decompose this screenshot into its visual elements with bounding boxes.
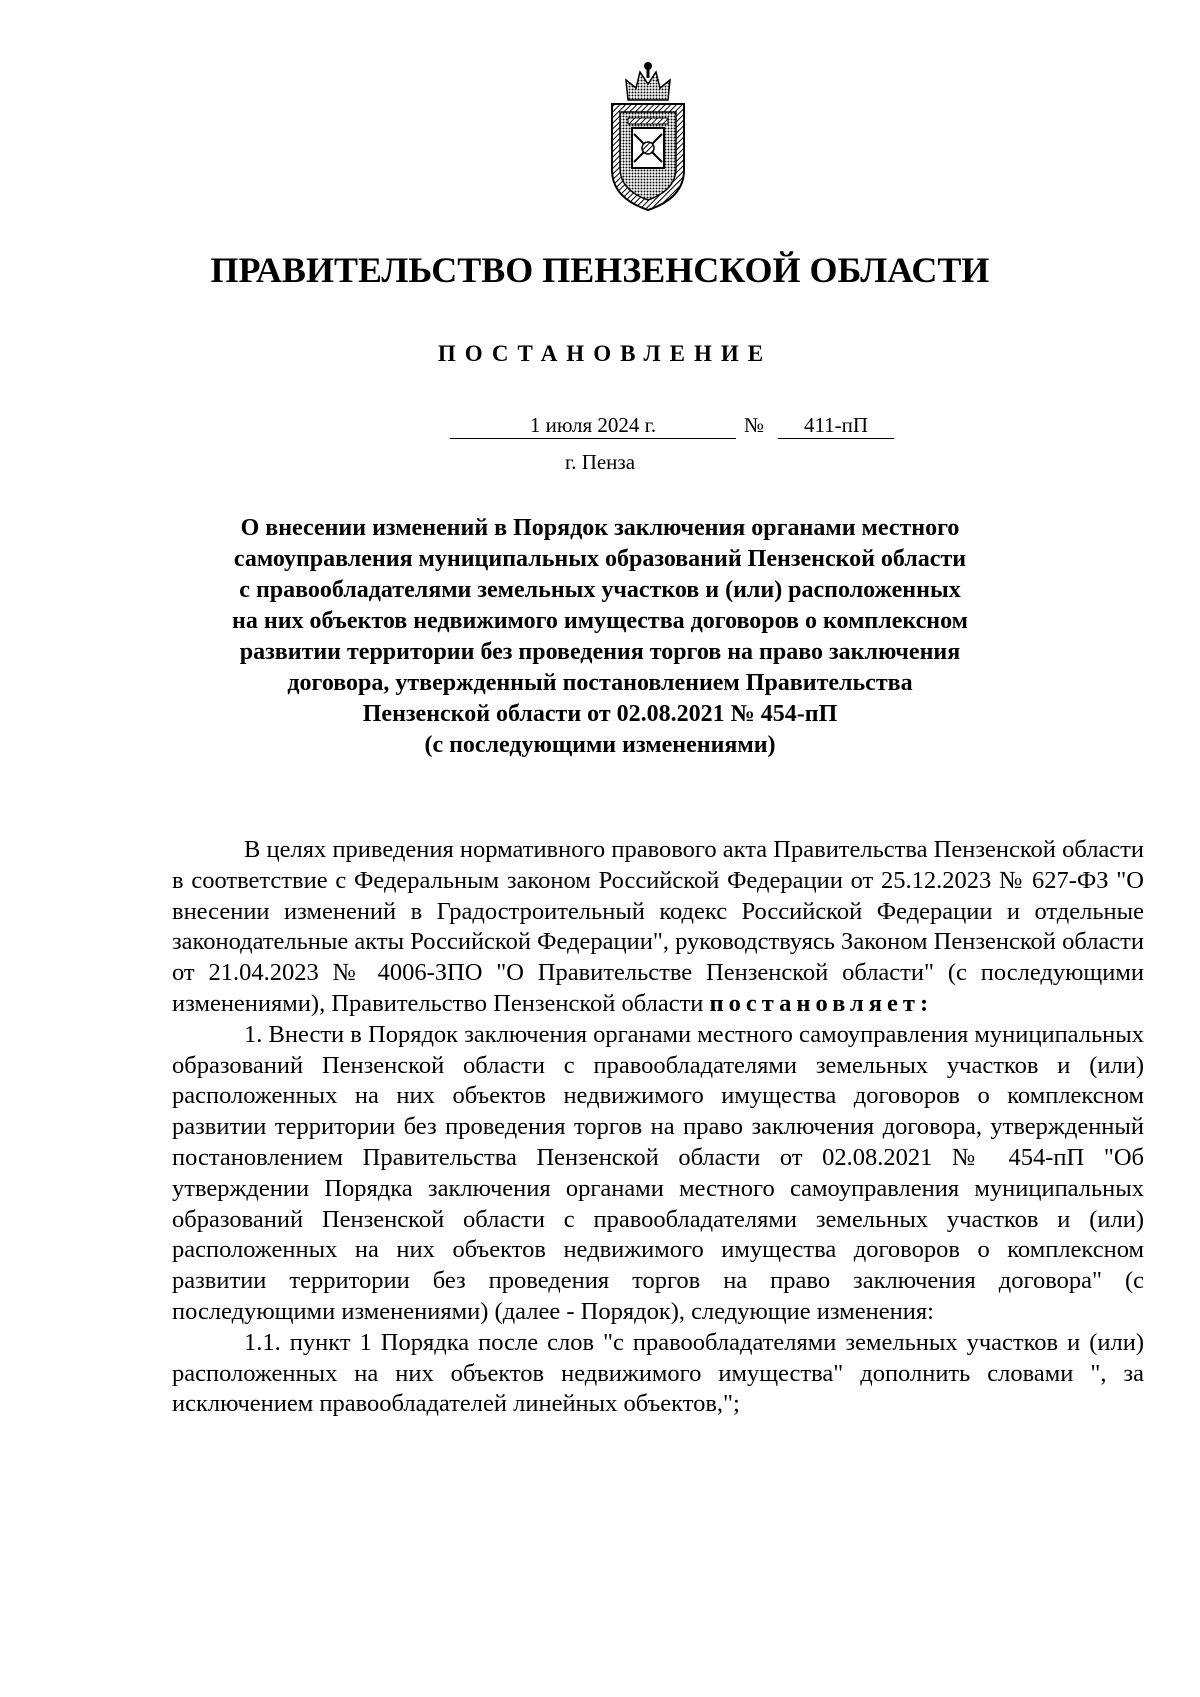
resolves-word: постановляет: <box>709 989 934 1017</box>
heading-line: развитии территории без проведения торгов на право заключения <box>239 639 961 665</box>
heading-line: на них объектов недвижимого имущества договоров о комплексном <box>232 608 968 634</box>
item-1-paragraph: 1. Внести в Порядок заключения органами местного самоуправления муниципальных образований Пензенской области с правообладателями земельных участков и (или) расположенных на них объектов недвижимого имущества договоров о комплексном развитии территории без проведения торгов на право заключения договора, утвержденный постановлением Правительства Пензенской области от 02.08.2021 № 454-пП "Об утверждении Порядка заключения органами местного самоуправления муниципальных образований Пензенской области с правообладателями земельных участков и (или) расположенных на них объектов недвижимого имущества договоров о комплексном развитии территории без проведения торгов на право заключения договора" (с последующими изменениями) (далее - Порядок), следующие изменения: <box>172 1020 1144 1325</box>
heading-line: Пензенской области от 02.08.2021 № 454-пП <box>362 701 838 727</box>
document-type: ПОСТАНОВЛЕНИЕ <box>437 341 773 366</box>
heading-line: договора, утвержденный постановлением Правительства <box>287 670 913 696</box>
heading-line: (с последующими изменениями) <box>424 732 776 758</box>
document-number: 411-пП <box>778 412 894 439</box>
date-number-line <box>0 412 1200 442</box>
number-sign: № <box>744 413 765 437</box>
heading-line: с правообладателями земельных участков и (или) расположенных <box>239 577 961 603</box>
item-1-1-paragraph: 1.1. пункт 1 Порядка после слов "с правообладателями земельных участков и (или) расположенных на них объектов недвижимого имущества" дополнить словами ", за исключением правообладателей линейных объектов,"; <box>172 1328 1144 1418</box>
heading-line: самоуправления муниципальных образований Пензенской области <box>233 546 967 572</box>
document-date: 1 июля 2024 г. <box>450 412 736 439</box>
penza-coat-of-arms-icon <box>598 58 698 216</box>
city: г. Пенза <box>564 450 636 474</box>
document-body <box>172 835 1144 1420</box>
organization-title: ПРАВИТЕЛЬСТВО ПЕНЗЕНСКОЙ ОБЛАСТИ <box>210 250 990 290</box>
preamble-text: В целях приведения нормативного правового акта Правительства Пензенской области в соответствие с Федеральным законом Российской Федерации от 25.12.2023 № 627-ФЗ "О внесении изменений в Градостроительный кодекс Российской Федерации и отдельные законодательные акты Российской Федерации", руководствуясь Законом Пензенской области от 21.04.2023 № 4006-ЗПО "О Правительстве Пензенской области" (с последующими изменениями), Правительство Пензенской области <box>172 836 1144 1017</box>
preamble-paragraph <box>172 835 1144 1020</box>
heading-line: О внесении изменений в Порядок заключения органами местного <box>240 515 960 541</box>
document-heading <box>180 513 1020 761</box>
